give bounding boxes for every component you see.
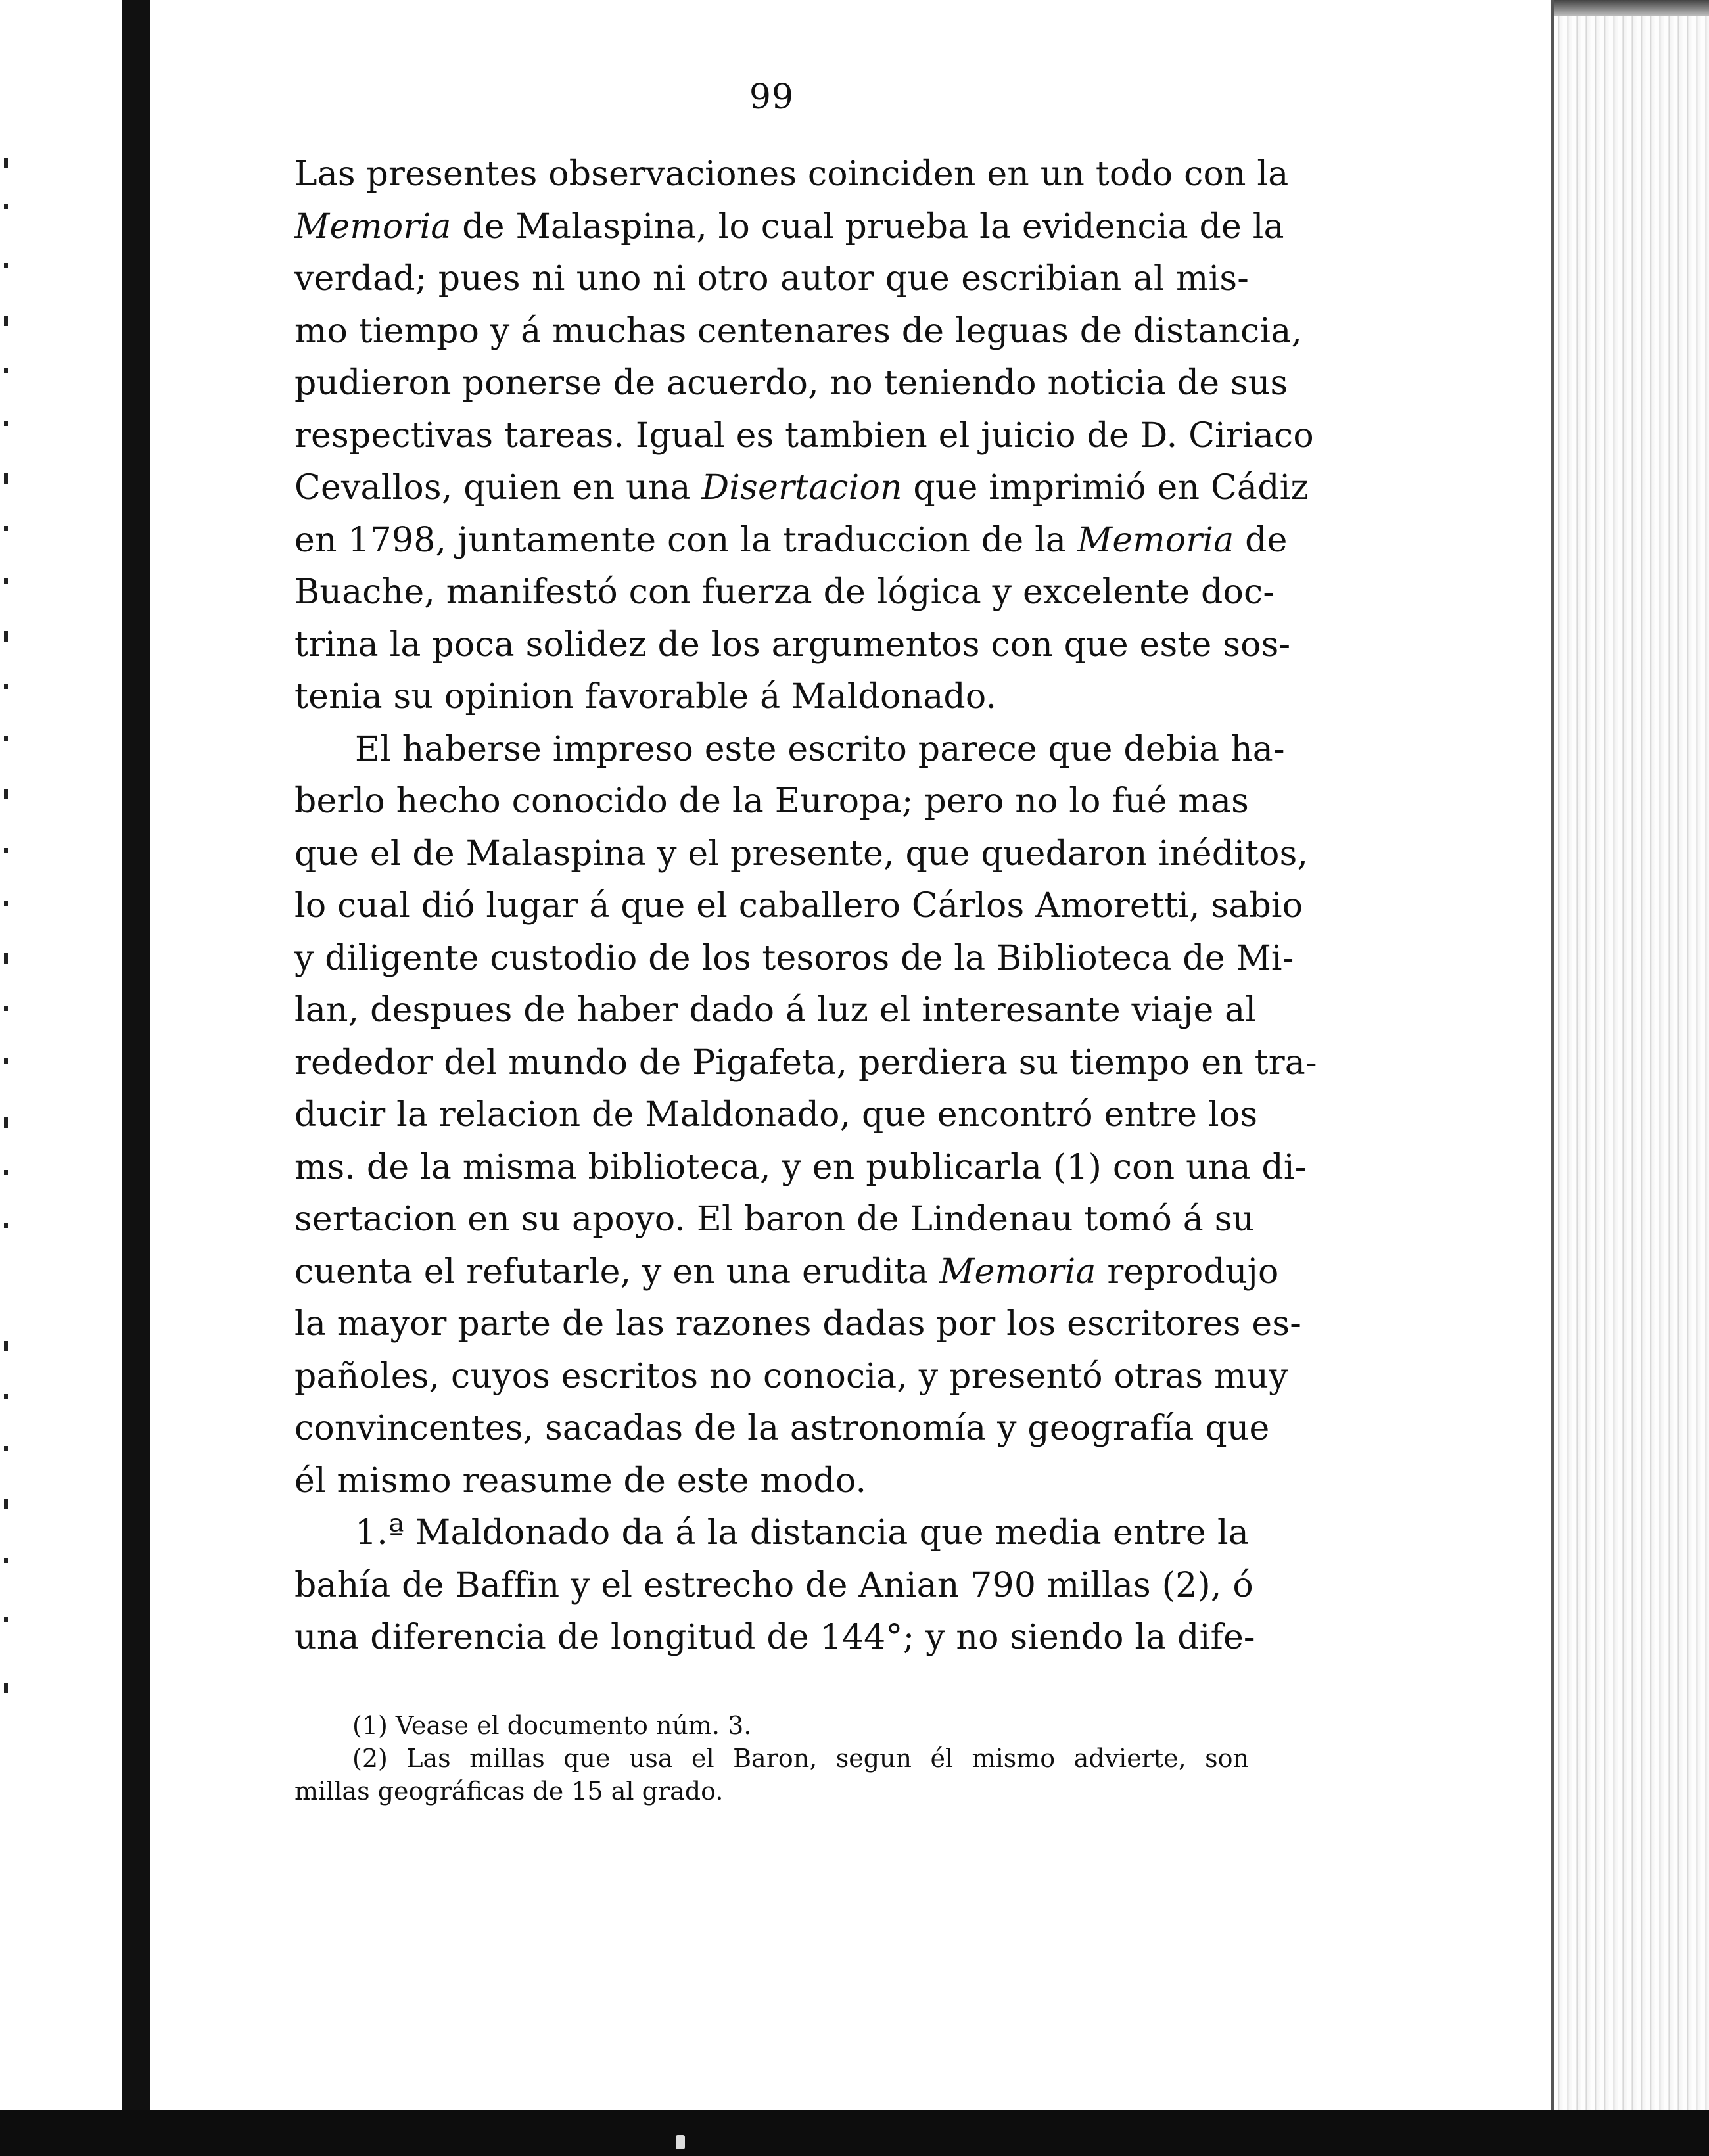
text-line: verdad; pues ni uno ni otro autor que escribian al mis- <box>294 259 1249 298</box>
text-line: Cevallos, quien en una Disertacion que imprimió en Cádiz <box>294 468 1309 507</box>
italic-title: Memoria <box>939 1252 1096 1292</box>
left-fragment-mark <box>4 1394 8 1399</box>
italic-title: Memoria <box>294 206 452 246</box>
left-fragment-mark <box>4 263 8 268</box>
text-line: El haberse impreso este escrito parece que debia ha- <box>355 729 1285 769</box>
italic-title: Disertacion <box>701 468 902 507</box>
left-fragment-mark <box>4 1446 8 1451</box>
left-fragment-mark <box>4 1006 8 1011</box>
binding-gutter <box>122 0 150 2156</box>
footnotes <box>294 1709 1249 1808</box>
footnote-1: (1) Vease el documento núm. 3. <box>352 1711 752 1740</box>
left-fragment-mark <box>4 848 8 853</box>
left-fragment-mark <box>4 1617 8 1622</box>
left-fragment-mark <box>4 158 8 168</box>
text-line: 1.ª Maldonado da á la distancia que media entre la <box>355 1513 1249 1553</box>
left-fragment-mark <box>4 526 8 531</box>
left-fragment-mark <box>4 953 8 964</box>
left-fragment-mark <box>4 1117 8 1128</box>
italic-title: Memoria <box>1077 520 1234 560</box>
text-line: lan, despues de haber dado á luz el interesante viaje al <box>294 991 1257 1030</box>
text-line: convincentes, sacadas de la astronomía y geografía que <box>294 1409 1270 1448</box>
text-line: y diligente custodio de los tesoros de la Biblioteca de Mi- <box>294 938 1294 978</box>
left-fragment-mark <box>4 684 8 689</box>
footnote-2: (2) Las millas que usa el Baron, segun él mismo advierte, son <box>352 1744 1249 1773</box>
text-line: trina la poca solidez de los argumentos con que este sos- <box>294 624 1291 665</box>
bottom-scan-border <box>0 2110 1709 2156</box>
left-fragment-mark <box>4 901 8 906</box>
left-fragment-mark <box>4 736 8 741</box>
text-line: mo tiempo y á muchas centenares de leguas de distancia, <box>294 311 1303 351</box>
text-line: cuenta el refutarle, y en una erudita Memoria reprodujo <box>294 1252 1279 1292</box>
text-line: Memoria de Malaspina, lo cual prueba la evidencia de la <box>294 206 1284 246</box>
text-line: respectivas tareas. Igual es tambien el juicio de D. Ciriaco <box>294 415 1314 456</box>
left-fragment-mark <box>4 631 8 642</box>
text-line: Las presentes observaciones coinciden en un todo con la <box>294 154 1289 194</box>
left-fragment-mark <box>4 204 8 209</box>
left-fragment-mark <box>4 1558 8 1563</box>
text-line: tenia su opinion favorable á Maldonado. <box>294 677 997 716</box>
left-fragment-mark <box>4 316 8 326</box>
bottom-mark <box>676 2135 685 2149</box>
text-line: bahía de Baffin y el estrecho de Anian 790 millas (2), ó <box>294 1565 1253 1605</box>
text-line: en 1798, juntamente con la traduccion de la Memoria de <box>294 520 1288 560</box>
left-fragment-mark <box>4 1058 8 1064</box>
left-fragment-mark <box>4 789 8 799</box>
text-line: pudieron ponerse de acuerdo, no teniendo noticia de sus <box>294 363 1288 403</box>
left-page-fragment-marks <box>0 0 26 2156</box>
text-line: ducir la relacion de Maldonado, que encontró entre los <box>294 1095 1258 1135</box>
text-line: él mismo reasume de este modo. <box>294 1461 867 1501</box>
body-text <box>294 149 1317 1664</box>
text-line: berlo hecho conocido de la Europa; pero no lo fué mas <box>294 782 1249 821</box>
footnote-2-continuation: millas geográficas de 15 al grado. <box>294 1777 724 1806</box>
text-line: una diferencia de longitud de 144°; y no siendo la dife- <box>294 1618 1255 1657</box>
left-fragment-mark <box>4 473 8 484</box>
text-line: sertacion en su apoyo. El baron de Lindenau tomó á su <box>294 1200 1255 1239</box>
text-line: que el de Malaspina y el presente, que quedaron inéditos, <box>294 833 1309 874</box>
text-line: ms. de la misma biblioteca, y en publicarla (1) con una di- <box>294 1147 1307 1187</box>
text-line: lo cual dió lugar á que el caballero Cárlos Amoretti, sabio <box>294 886 1303 926</box>
page-edges-stack <box>1551 0 1709 2156</box>
text-line: Buache, manifestó con fuerza de lógica y excelente doc- <box>294 573 1275 612</box>
left-fragment-mark <box>4 421 8 426</box>
left-fragment-mark <box>4 1683 8 1693</box>
left-fragment-mark <box>4 368 8 373</box>
left-fragment-mark <box>4 1170 8 1175</box>
page-number: 99 <box>749 78 795 117</box>
text-line: rededor del mundo de Pigafeta, perdiera su tiempo en tra- <box>294 1043 1317 1083</box>
left-fragment-mark <box>4 1223 8 1228</box>
left-fragment-mark <box>4 578 8 584</box>
left-fragment-mark <box>4 1341 8 1351</box>
left-fragment-mark <box>4 1499 8 1509</box>
text-line: pañoles, cuyos escritos no conocia, y presentó otras muy <box>294 1356 1288 1396</box>
page-edges-top-shadow <box>1554 0 1709 16</box>
text-line: la mayor parte de las razones dadas por los escritores es- <box>294 1304 1302 1344</box>
